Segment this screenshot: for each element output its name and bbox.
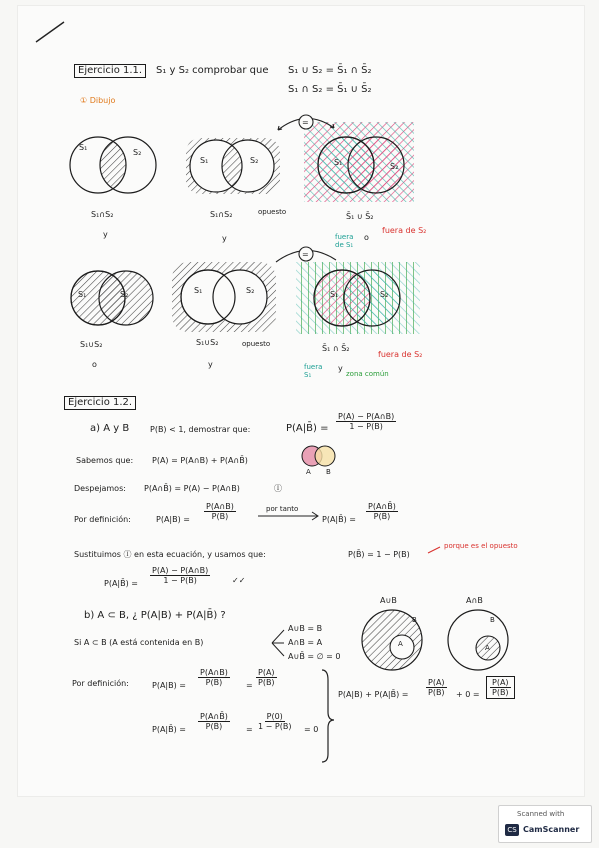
arrow-portanto [258,512,318,520]
subset-text: Si A ⊂ B (A está contenida en B) [74,638,204,647]
pen-stroke [36,22,64,42]
despejamos-tag: Ⓘ [274,484,282,493]
pordef-fraction [202,502,238,521]
b2-num1: P(A∩B̄) [200,712,228,721]
venn-inter-b: B [490,616,495,624]
b1-den2: P(B) [258,678,275,687]
r1d3-fuera1: fuera de S₁ [335,233,354,249]
final-den: P(B) [428,688,445,697]
r1d2-s2: S₂ [250,156,259,165]
part-a-fraction [334,412,398,431]
despejamos-eq: P(A∩B̄) = P(A) − P(A∩B) [144,484,240,493]
part-a-lhs: P(A|B̄) = [286,423,329,434]
r1d1-under: y [103,230,108,239]
b1-num2: P(A) [258,668,275,677]
venn-union-b: B [412,616,417,624]
venn-inter-title: A∩B [466,596,483,605]
r1d3-fuera2: fuera de S₂ [382,226,427,235]
r2d1-s1: S₁ [78,290,87,299]
portanto-label: por tanto [266,505,299,513]
venn-complement-union [172,262,276,332]
r2d2-s1: S₁ [194,286,203,295]
b1-fraction2 [254,668,279,687]
pordef2-fraction [364,502,400,521]
result-den: 1 − P(B) [163,576,197,585]
bdef-label: Por definición: [72,679,129,688]
r1d2-note: opuesto [258,208,287,216]
part-b-label: b) A ⊂ B, ¿ P(A|B) + P(A|B̄) ? [84,610,226,621]
final-box-num: P(A) [492,678,509,687]
b2-eq: = [246,725,253,734]
pordef2-num: P(A∩B̄) [368,502,396,511]
b2-den1: P(B̄) [205,722,223,731]
sustituimos-note: porque es el opuesto [444,542,518,550]
final-lhs: P(A|B) + P(A|B̄) = [338,690,409,699]
r2d2-s2: S₂ [246,286,255,295]
venn-a-b-small [302,446,335,466]
pordef-den: P(B) [211,512,229,521]
r2d3-caption: S̄₁ ∩ S̄₂ [322,344,350,353]
b2-fraction2 [254,712,295,731]
r2d1-s2: S₂ [120,290,129,299]
r2d2-caption: S₁∪S₂ [196,338,219,347]
r2d3-fuera2: fuera de S₂ [378,350,423,359]
part-a-den: 1 − P(B) [349,422,383,431]
venn-a-subset-b-intersection [448,610,508,670]
r2d3-zona: zona común [346,370,389,378]
brace [322,670,334,762]
r2d1-under: o [92,360,97,369]
implication-2: A∩B = A [288,638,323,647]
de-morgan-law-1: S₁ ∪ S₂ = S̄₁ ∩ S̄₂ [288,65,372,76]
venn-small-a: A [306,468,311,476]
eq-sign-2: = [302,250,309,259]
sustituimos-text: Sustituimos Ⓘ en esta ecuación, y usamos que: [74,550,266,559]
implication-1: A∪B = B [288,624,323,633]
pordef-label: Por definición: [74,515,131,524]
part-a-label: a) A y B [90,423,130,434]
b1-den1: P(B) [205,678,223,687]
r1d3-s2: S₂ [390,162,399,171]
r1d3-o: o [364,233,369,242]
b1-lhs: P(A|B) = [152,681,186,690]
venn-complement-intersection [186,138,280,194]
sustituimos-eq: P(B̄) = 1 − P(B) [348,550,410,559]
exercise-1-2-title: Ejercicio 1.2. [64,396,136,410]
r2d2-note: opuesto [242,340,271,348]
venn-small-b: B [326,468,331,476]
final-mid: + 0 = [456,690,480,699]
result-lhs: P(A|B̄) = [104,579,138,588]
exercise-1-1-statement: S₁ y S₂ comprobar que [156,65,269,76]
venn-inter-a: A [485,644,490,652]
r2d3-s2: S₂ [380,290,389,299]
dibujo-label: ① Dibujo [80,96,116,105]
de-morgan-law-2: S₁ ∩ S₂ = S̄₁ ∪ S̄₂ [288,84,372,95]
r1d2-caption: S₁∩S₂ [210,210,233,219]
r2d2-under: y [208,360,213,369]
exercise-1-1-title: Ejercicio 1.1. [74,64,146,78]
final-fraction [424,678,449,697]
r1d3-s1: S₁ [334,158,343,167]
b2-lhs: P(A|B̄) = [152,725,186,734]
r2d3-y: y [338,364,343,373]
implies-arrows [272,630,284,656]
b2-fraction1 [196,712,232,731]
b1-eq: = [246,681,253,690]
camscanner-logo-icon: CS [505,824,519,836]
implication-3: A∪B̄ = ∅ = 0 [288,652,341,661]
r2d1-caption: S₁∪S₂ [80,340,103,349]
arrow-opuesto [428,547,440,553]
b2-den2: 1 − P(B) [258,722,292,731]
b1-fraction1 [196,668,232,687]
pordef2-den: P(B̄) [373,512,391,521]
result-num: P(A) − P(A∩B) [152,566,209,575]
part-a-num: P(A) − P(A∩B) [338,412,395,421]
venn-union-a: A [398,640,403,648]
r2d3-s1: S₁ [330,290,339,299]
b2-num2: P(0) [266,712,283,721]
r1d3-caption: S̄₁ ∪ S̄₂ [346,212,374,221]
scanned-with-text: Scanned with [517,810,565,818]
r1d2-under: y [222,234,227,243]
b2-tail: = 0 [304,725,319,734]
pordef-lhs: P(A|B) = [156,515,190,524]
sabemos-label: Sabemos que: [76,456,134,465]
eq-sign-1: = [302,118,309,127]
r2d3-fuera1: fuera S₁ [304,363,323,379]
camscanner-brand: CamScanner [523,825,580,834]
r1d1-caption: S₁∩S₂ [91,210,114,219]
final-num: P(A) [428,678,445,687]
r1d1-s2: S₂ [133,148,142,157]
final-boxed-fraction [486,676,515,699]
part-a-condition: P(B) < 1, demostrar que: [150,425,251,434]
sabemos-eq: P(A) = P(A∩B) + P(A∩B̄) [152,456,248,465]
b1-num1: P(A∩B) [200,668,228,677]
pordef-num: P(A∩B) [206,502,234,511]
venn-intersection-of-complements [296,262,420,334]
r1d1-s1: S₁ [79,143,88,152]
pordef2-lhs: P(A|B̄) = [322,515,356,524]
result-fraction [148,566,212,585]
venn-union-title: A∪B [380,596,397,605]
check-marks: ✓✓ [232,576,246,585]
r1d2-s1: S₁ [200,156,209,165]
despejamos-label: Despejamos: [74,484,126,493]
final-box-den: P(B) [492,688,509,697]
camscanner-watermark [498,805,592,843]
